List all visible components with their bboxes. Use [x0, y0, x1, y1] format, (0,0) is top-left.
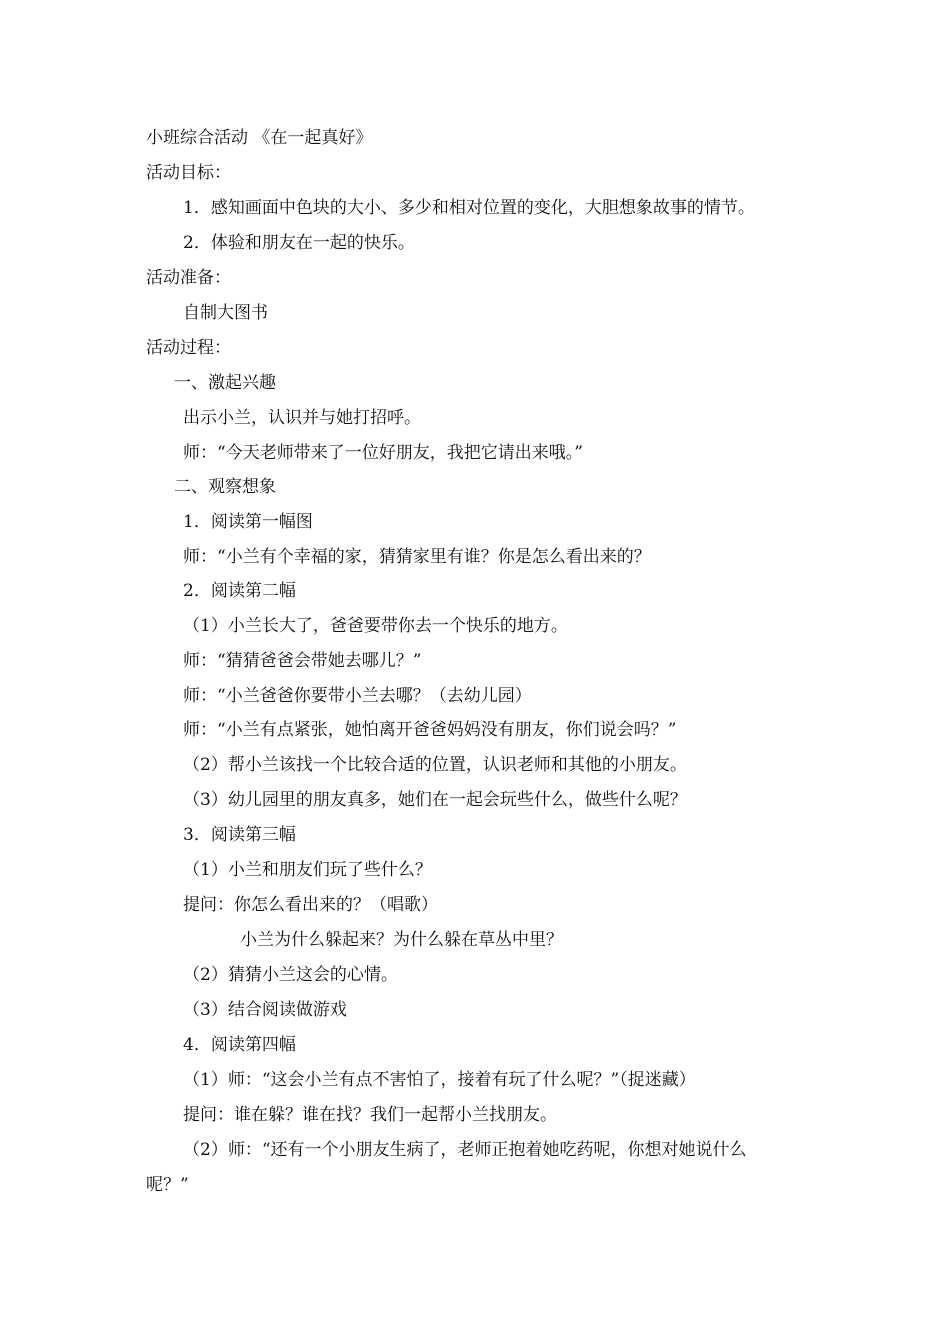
section-heading-1: 一、激起兴趣: [174, 373, 276, 393]
read-2-question-1: 师：“猜猜爸爸会带她去哪儿？”: [183, 651, 422, 671]
read-3-heading: 3．阅读第三幅: [183, 825, 296, 845]
read-1-heading: 1．阅读第一幅图: [183, 512, 313, 532]
read-3-point-1: （1）小兰和朋友们玩了些什么？: [183, 860, 432, 880]
prep-heading: 活动准备：: [146, 268, 231, 288]
read-2-point-2: （2）帮小兰该找一个比较合适的位置，认识老师和其他的小朋友。: [183, 755, 687, 775]
read-3-ask-2: 小兰为什么躲起来？为什么躲在草丛中里？: [240, 930, 563, 950]
read-2-question-2: 师：“小兰爸爸你要带小兰去哪？（去幼儿园）: [183, 686, 532, 706]
read-4-heading: 4．阅读第四幅: [183, 1035, 296, 1055]
read-2-point-1: （1）小兰长大了，爸爸要带你去一个快乐的地方。: [183, 616, 568, 636]
read-2-question-3: 师：“小兰有点紧张，她怕离开爸爸妈妈没有朋友，你们说会吗？”: [183, 720, 677, 740]
read-3-point-2: （2）猜猜小兰这会的心情。: [183, 965, 398, 985]
read-3-point-3: （3）结合阅读做游戏: [183, 1000, 347, 1020]
read-4-ask: 提问：谁在躲？谁在找？我们一起帮小兰找朋友。: [183, 1105, 557, 1125]
section-1-line-1: 出示小兰，认识并与她打招呼。: [183, 408, 421, 428]
goals-heading: 活动目标：: [146, 163, 231, 183]
read-3-ask-1: 提问：你怎么看出来的？（唱歌）: [183, 895, 438, 915]
process-heading: 活动过程：: [146, 338, 231, 358]
prep-item: 自制大图书: [183, 303, 268, 323]
read-4-point-1: （1）师：“这会小兰有点不害怕了，接着有玩了什么呢？”（捉迷藏）: [183, 1070, 696, 1090]
read-1-question: 师：“小兰有个幸福的家，猜猜家里有谁？你是怎么看出来的？: [183, 547, 651, 567]
read-2-heading: 2．阅读第二幅: [183, 581, 296, 601]
document-title: 小班综合活动 《在一起真好》: [146, 128, 373, 148]
section-heading-2: 二、观察想象: [174, 477, 276, 497]
read-4-point-2-line-1: （2）师：“还有一个小朋友生病了，老师正抱着她吃药呢，你想对她说什么: [183, 1140, 747, 1160]
goal-item-1: 1．感知画面中色块的大小、多少和相对位置的变化，大胆想象故事的情节。: [183, 198, 755, 218]
read-4-point-2-line-2: 呢？”: [146, 1175, 189, 1195]
goal-item-2: 2．体验和朋友在一起的快乐。: [183, 233, 415, 253]
section-1-line-2: 师：“今天老师带来了一位好朋友，我把它请出来哦。”: [183, 443, 583, 463]
read-2-point-3: （3）幼儿园里的朋友真多，她们在一起会玩些什么，做些什么呢？: [183, 790, 687, 810]
